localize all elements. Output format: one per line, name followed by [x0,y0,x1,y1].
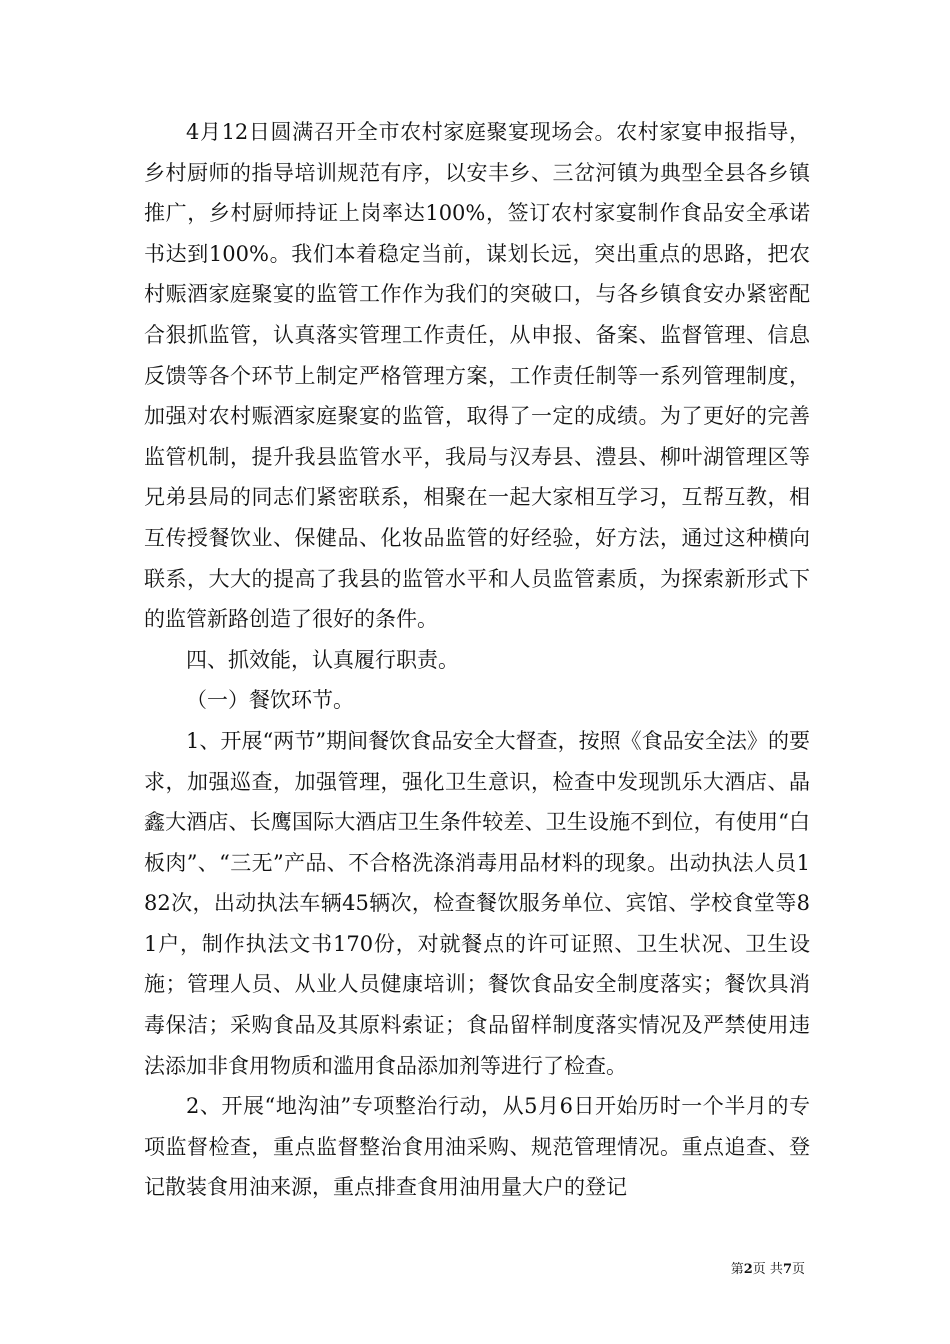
footer-middle: 页 共 [752,1262,783,1277]
paragraph-gutter-oil-campaign: 2、开展“地沟油”专项整治行动，从5月6日开始历时一个半月的专项监督检查，重点监督整治食用油采购、规范管理情况。重点追查、登记散装食用油来源，重点排查食用油用量大户的登记 [144,1094,810,1200]
subsection-heading-catering: （一）餐饮环节。 [186,688,354,713]
page-number-footer [731,1258,805,1277]
footer-prefix: 第 [730,1262,744,1277]
paragraph-family-banquet: 4月12日圆满召开全市农村家庭聚宴现场会。农村家宴申报指导，乡村厨师的指导培训规范有序，以安丰乡、三岔河镇为典型全县各乡镇推广，乡村厨师持证上岗率达100%，签订农村家宴制作食品安全承诺书达到100%。我们本着稳定当前，谋划长远，突出重点的思路，把农村赈酒家庭聚宴的监管工作作为我们的突破口，与各乡镇食安办紧密配合狠抓监管，认真落实管理工作责任，从申报、备案、监督管理、信息反馈等各个环节上制定严格管理方案，工作责任制等一系列管理制度，加强对农村赈酒家庭聚宴的监管，取得了一定的成绩。为了更好的完善监管机制，提升我县监管水平，我局与汉寿县、澧县、柳叶湖管理区等兄弟县局的同志们紧密联系，相聚在一起大家相互学习，互帮互教，相互传授餐饮业、保健品、化妆品监管的好经验，好方法，通过这种横向联系，大大的提高了我县的监管水平和人员监管素质，为探索新形式下的监管新路创造了很好的条件。 [144,120,810,632]
section-heading-efficiency: 四、抓效能，认真履行职责。 [186,647,459,672]
footer-total-pages: 7 [782,1262,792,1277]
footer-suffix: 页 [791,1262,805,1277]
footer-current-page: 2 [743,1262,753,1277]
paragraph-holiday-inspection: 1、开展“两节”期间餐饮食品安全大督查，按照《食品安全法》的要求，加强巡查，加强管理，强化卫生意识，检查中发现凯乐大酒店、晶鑫大酒店、长鹰国际大酒店卫生条件较差、卫生设施不到位，有使用“白板肉”、“三无”产品、不合格洗涤消毒用品材料的现象。出动执法人员182次，出动执法车辆45辆次，检查餐饮服务单位、宾馆、学校食堂等81户，制作执法文书170份，对就餐点的许可证照、卫生状况、卫生设施；管理人员、从业人员健康培训；餐饮食品安全制度落实；餐饮具消毒保洁；采购食品及其原料索证；食品留样制度落实情况及严禁使用违法添加非食用物质和滥用食品添加剂等进行了检查。 [144,728,810,1078]
document-body [144,112,810,1208]
